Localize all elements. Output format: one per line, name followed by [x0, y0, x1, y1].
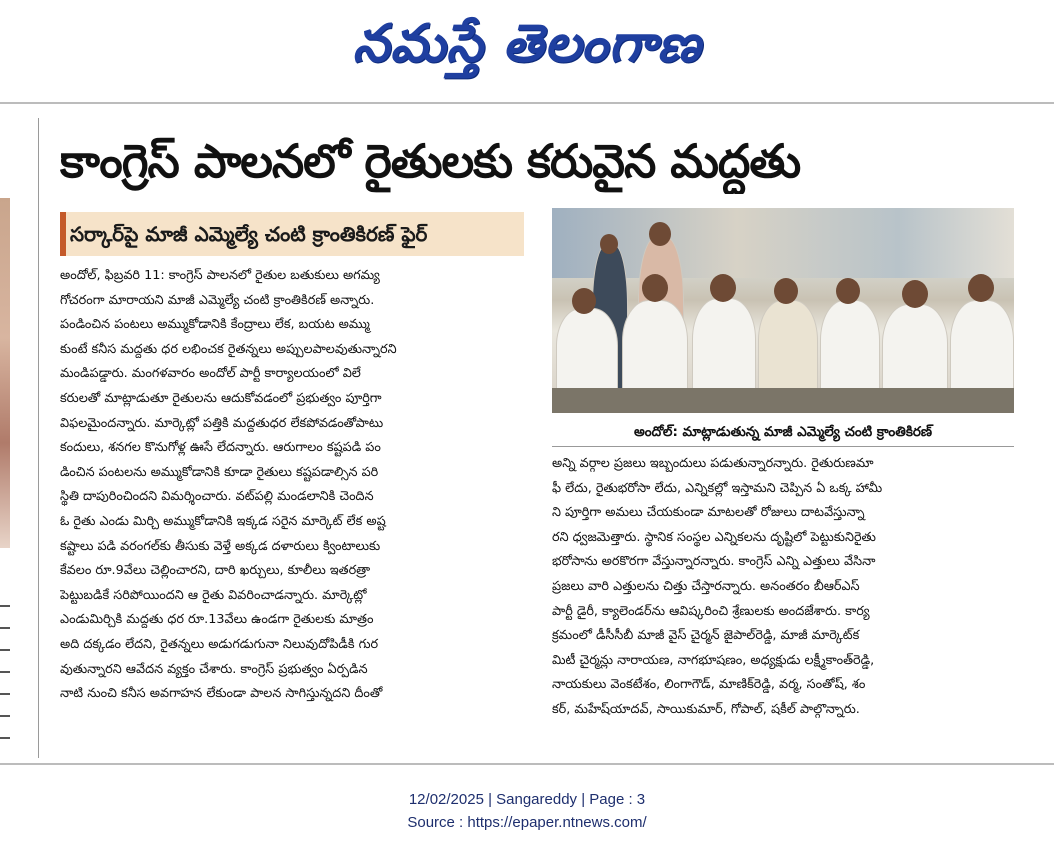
footer-source: Source : https://epaper.ntnews.com/ [407, 814, 647, 831]
adjacent-text-edge [0, 598, 10, 758]
masthead [0, 0, 1054, 88]
photo-person-head [649, 222, 671, 246]
adjacent-photo-edge [0, 198, 10, 548]
photo-person-head [902, 280, 928, 308]
photo-floor [552, 388, 1014, 413]
photo-person [950, 300, 1014, 402]
top-divider [0, 102, 1054, 104]
bottom-divider [0, 763, 1054, 765]
adjacent-article-edge [0, 118, 10, 758]
photo-person-head [572, 288, 596, 314]
article-body-right-column: అన్ని వర్గాల ప్రజలు ఇబ్బందులు పడుతున్నారన్నారు. రైతురుణమా ఫీ లేదు, రైతుభరోసా లేదు, ఎన్నికల్లో ఇస్తామని చెప్పిన ఏ ఒక్క హామీ ని పూర్తిగా అమలు చేయకుండా మాటలతో రోజులు దాటవేస్తున్నా రని ధ్వజమెత్తారు. స్థానిక సంస్థల ఎన్నికలను దృష్టిలో పెట్టుకునిరైతు భరోసాను అరకొరగా వేస్తున్నారన్నారు. కాంగ్రెస్ ఎన్ని ఎత్తులు వేసినా ప్రజలు వారి ఎత్తులను చిత్తు చేస్తారన్నారు. అనంతరం బీఆర్‌ఎస్ పార్టీ డైరీ, క్యాలెండర్‌ను ఆవిష్కరించి శ్రేణులకు అందజేశారు. కార్య క్రమంలో డీసీసీబీ మాజీ వైస్ చైర్మన్ జైపాల్‌రెడ్డి, మాజీ మార్కెట్‌క మిటీ చైర్మన్లు నారాయణ, నాగభూషణం, అధ్యక్షుడు లక్ష్మీకాంత్‌రెడ్డి, నాయకులు వెంకటేశం, లింగాగౌడ్, మాణిక్‌రెడ్డి, వర్మ, సంతోష్, శం కర్, మహేష్‌యాదవ్, సాయికుమార్, గోపాల్, షకీల్ పాల్గొన్నారు. [552, 456, 883, 717]
photo-person-head [774, 278, 798, 304]
photo-person [758, 300, 818, 400]
article-body-left-column: అందోల్, ఫిబ్రవరి 11: కాంగ్రెస్ పాలనలో రైతుల బతుకులు అగమ్య గోచరంగా మారాయని మాజీ ఎమ్మెల్యే చంటి క్రాంతికిరణ్ అన్నారు. పండించిన పంటలు అమ్ముకోడానికి కేంద్రాలు లేక, బయట అమ్ము కుంటే కనీస మద్దతు ధర లభించక రైతన్నలు అప్పులపాలవుతున్నారని మండిపడ్డారు. మంగళవారం అందోల్ పార్టీ కార్యాలయంలో విలే కరులతో మాట్లాడుతూ రైతులను ఆదుకోవడంలో ప్రభుత్వం పూర్తిగా విఫలమైందన్నారు. మార్కెట్లో పత్తికి మద్దతుధర లేకపోవడంతోపాటు కందులు, శనగల కొనుగోళ్ల ఊసే లేదన్నారు. ఆరుగాలం కష్టపడి పం డించిన పంటలను అమ్ముకోడానికి కూడా రైతులు కష్టపడాల్సిన పరి స్థితి దాపురించిందని విమర్శించారు. వట్‌పల్లి మండలానికి చెందిన ఓ రైతు ఎండు మిర్చి అమ్ముకోడానికి ఇక్కడ సరైన మార్కెట్ లేక అష్ట కష్టాలు పడి వరంగల్‌కు తీసుకు వెళ్తే అక్కడ దళారులు క్వింటాలుకు కేవలం రూ.9వేలు చెల్లించారని, దారి ఖర్చులు, కూలీలు ఇతరత్రా పెట్టుబడికే సరిపోయిందని ఆ రైతు వివరించాడన్నారు. మార్కెట్లో ఎండుమిర్చికి మద్దతు ధర రూ.13వేలు ఉండగా రైతులకు మాత్రం అది దక్కడం లేదని, రైతన్నలు అడుగడుగునా నిలువుదోపిడీకి గుర వుతున్నారని ఆవేదన వ్యక్తం చేశారు. కాంగ్రెస్ ప్రభుత్వం ఏర్పడిన నాటి నుంచి కనీస అవగాహన లేకుండా పాలన సాగిస్తున్నదని దీంతో [60, 268, 397, 702]
photo-person-head [710, 274, 736, 302]
photo-person-head [836, 278, 860, 304]
photo-person [820, 300, 880, 400]
photo-person-head [642, 274, 668, 302]
photo-person [692, 298, 756, 400]
article-subhead: సర్కార్‌పై మాజీ ఎమ్మెల్యే చంటి క్రాంతికిరణ్ ఫైర్ [60, 212, 524, 256]
footer-date-edition: 12/02/2025 | Sangareddy | Page : 3 [408, 791, 646, 808]
photo-person-head [600, 234, 618, 254]
subhead-accent-bar [60, 212, 66, 256]
photo-person [622, 300, 688, 402]
article-photo [552, 208, 1014, 413]
newspaper-logo: నమస్తే తెలంగాణ [352, 14, 702, 74]
photo-caption: అందోల్: మాట్లాడుతున్న మాజీ ఎమ్మెల్యే చంటి క్రాంతికిరణ్ [552, 418, 1014, 447]
article-headline: కాంగ్రెస్ పాలనలో రైతులకు కరువైన మద్దతు [60, 134, 801, 188]
photo-person-head [968, 274, 994, 302]
